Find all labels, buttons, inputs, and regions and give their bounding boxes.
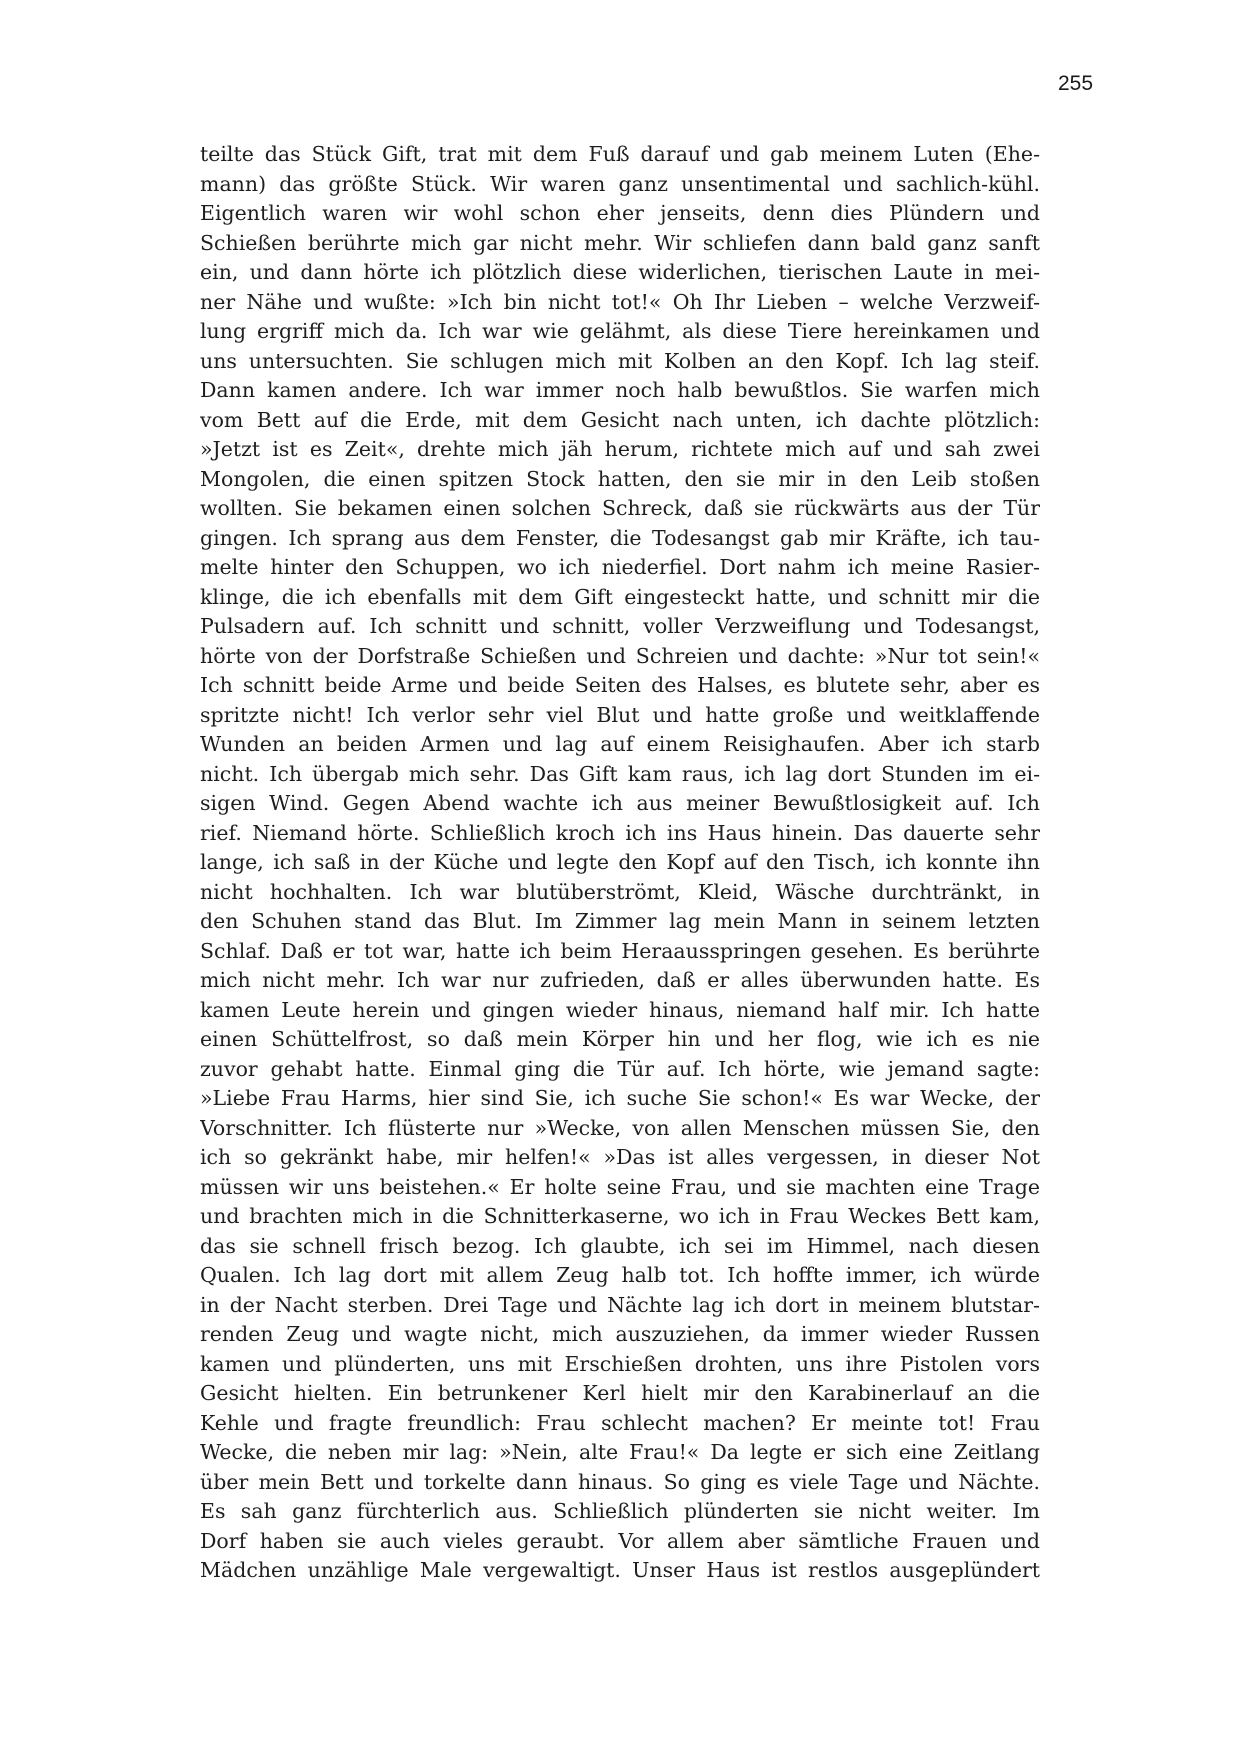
text-line: Schlaf. Daß er tot war, hatte ich beim Heraausspringen gesehen. Es berührte (200, 938, 1040, 963)
text-line: Mädchen unzählige Male vergewaltigt. Unser Haus ist restlos ausgeplündert (200, 1558, 1040, 1582)
text-line: Dorf haben sie auch vieles geraubt. Vor allem aber sämtliche Frauen und (200, 1528, 1040, 1553)
text-line: Es sah ganz fürchterlich aus. Schließlich plünderten sie nicht weiter. Im (200, 1499, 1040, 1523)
text-line: Eigentlich waren wir wohl schon eher jenseits, denn dies Plündern und (200, 201, 1040, 225)
text-line: mann) das größte Stück. Wir waren ganz unsentimental und sachlich-kühl. (200, 171, 1040, 196)
text-line: nicht hochhalten. Ich war blutüberströmt, Kleid, Wäsche durchtränkt, in (200, 879, 1040, 904)
text-line: Vorschnitter. Ich flüsterte nur »Wecke, von allen Menschen müssen Sie, den (200, 1115, 1040, 1140)
text-line: spritzte nicht! Ich verlor sehr viel Blut und hatte große und weitklaffende (200, 702, 1040, 727)
text-line: Qualen. Ich lag dort mit allem Zeug halb tot. Ich hoffte immer, ich würde (200, 1263, 1040, 1287)
text-line: Gesicht hielten. Ein betrunkener Kerl hielt mir den Karabinerlauf an die (200, 1381, 1040, 1405)
text-line: Ich schnitt beide Arme und beide Seiten des Halses, es blutete sehr, aber es (200, 673, 1040, 697)
text-line: das sie schnell frisch bezog. Ich glaubte, ich sei im Himmel, nach diesen (200, 1233, 1040, 1258)
text-line: Wunden an beiden Armen und lag auf einem Reisighaufen. Aber ich starb (200, 732, 1040, 756)
text-line: müssen wir uns beistehen.« Er holte seine Frau, und sie machten eine Trage (200, 1174, 1040, 1199)
body-text (200, 140, 1040, 1586)
text-line: renden Zeug und wagte nicht, mich auszuziehen, da immer wieder Russen (200, 1322, 1040, 1346)
text-line: und brachten mich in die Schnitterkaserne, wo ich in Frau Weckes Bett kam, (200, 1204, 1040, 1228)
text-line: mich nicht mehr. Ich war nur zufrieden, daß er alles überwunden hatte. Es (200, 968, 1040, 992)
text-line: Kehle und fragte freundlich: Frau schlecht machen? Er meinte tot! Frau (200, 1410, 1040, 1435)
page-number: 255 (1058, 72, 1094, 95)
text-line: Mongolen, die einen spitzen Stock hatten, den sie mir in den Leib stoßen (200, 466, 1040, 491)
text-line: zuvor gehabt hatte. Einmal ging die Tür auf. Ich hörte, wie jemand sagte: (200, 1056, 1040, 1081)
text-line: »Jetzt ist es Zeit«, drehte mich jäh herum, richtete mich auf und sah zwei (200, 437, 1040, 461)
text-line: sigen Wind. Gegen Abend wachte ich aus meiner Bewußtlosigkeit auf. Ich (200, 791, 1040, 815)
text-line: teilte das Stück Gift, trat mit dem Fuß darauf und gab meinem Luten (Ehe- (200, 142, 1040, 166)
text-line: gingen. Ich sprang aus dem Fenster, die Todesangst gab mir Kräfte, ich tau- (200, 525, 1040, 550)
text-line: klinge, die ich ebenfalls mit dem Gift eingesteckt hatte, und schnitt mir die (200, 584, 1040, 609)
text-line: in der Nacht sterben. Drei Tage und Nächte lag ich dort in meinem blutstar- (200, 1292, 1040, 1317)
text-line: hörte von der Dorfstraße Schießen und Schreien und dachte: »Nur tot sein!« (200, 643, 1040, 668)
text-line: nicht. Ich übergab mich sehr. Das Gift kam raus, ich lag dort Stunden im ei- (200, 761, 1040, 786)
text-line: ein, und dann hörte ich plötzlich diese widerlichen, tierischen Laute in mei- (200, 260, 1040, 284)
text-line: ner Nähe und wußte: »Ich bin nicht tot!« Oh Ihr Lieben – welche Verzweif- (200, 289, 1040, 314)
text-line: Pulsadern auf. Ich schnitt und schnitt, voller Verzweiflung und Todesangst, (200, 614, 1040, 638)
text-line: vom Bett auf die Erde, mit dem Gesicht nach unten, ich dachte plötzlich: (200, 407, 1040, 432)
text-line: melte hinter den Schuppen, wo ich niederfiel. Dort nahm ich meine Rasier- (200, 555, 1040, 579)
text-line: uns untersuchten. Sie schlugen mich mit Kolben an den Kopf. Ich lag steif. (200, 348, 1040, 373)
text-line: lange, ich saß in der Küche und legte den Kopf auf den Tisch, ich konnte ihn (200, 850, 1040, 874)
text-line: den Schuhen stand das Blut. Im Zimmer lag mein Mann in seinem letzten (200, 909, 1040, 933)
text-line: rief. Niemand hörte. Schließlich kroch ich ins Haus hinein. Das dauerte sehr (200, 820, 1040, 845)
text-line: »Liebe Frau Harms, hier sind Sie, ich suche Sie schon!« Es war Wecke, der (200, 1086, 1040, 1110)
text-line: einen Schüttelfrost, so daß mein Körper hin und her flog, wie ich es nie (200, 1027, 1040, 1051)
text-line: über mein Bett und torkelte dann hinaus. So ging es viele Tage und Nächte. (200, 1469, 1040, 1494)
text-line: Schießen berührte mich gar nicht mehr. Wir schliefen dann bald ganz sanft (200, 230, 1040, 255)
text-line: ich so gekränkt habe, mir helfen!« »Das ist alles vergessen, in dieser Not (200, 1145, 1040, 1169)
text-line: wollten. Sie bekamen einen solchen Schreck, daß sie rückwärts aus der Tür (200, 496, 1040, 520)
text-line: Dann kamen andere. Ich war immer noch halb bewußtlos. Sie warfen mich (200, 378, 1040, 402)
text-line: kamen Leute herein und gingen wieder hinaus, niemand half mir. Ich hatte (200, 997, 1040, 1022)
text-line: kamen und plünderten, uns mit Erschießen drohten, uns ihre Pistolen vors (200, 1351, 1040, 1376)
text-line: Wecke, die neben mir lag: »Nein, alte Frau!« Da legte er sich eine Zeitlang (200, 1440, 1040, 1464)
text-line: lung ergriff mich da. Ich war wie gelähmt, als diese Tiere hereinkamen und (200, 319, 1040, 343)
